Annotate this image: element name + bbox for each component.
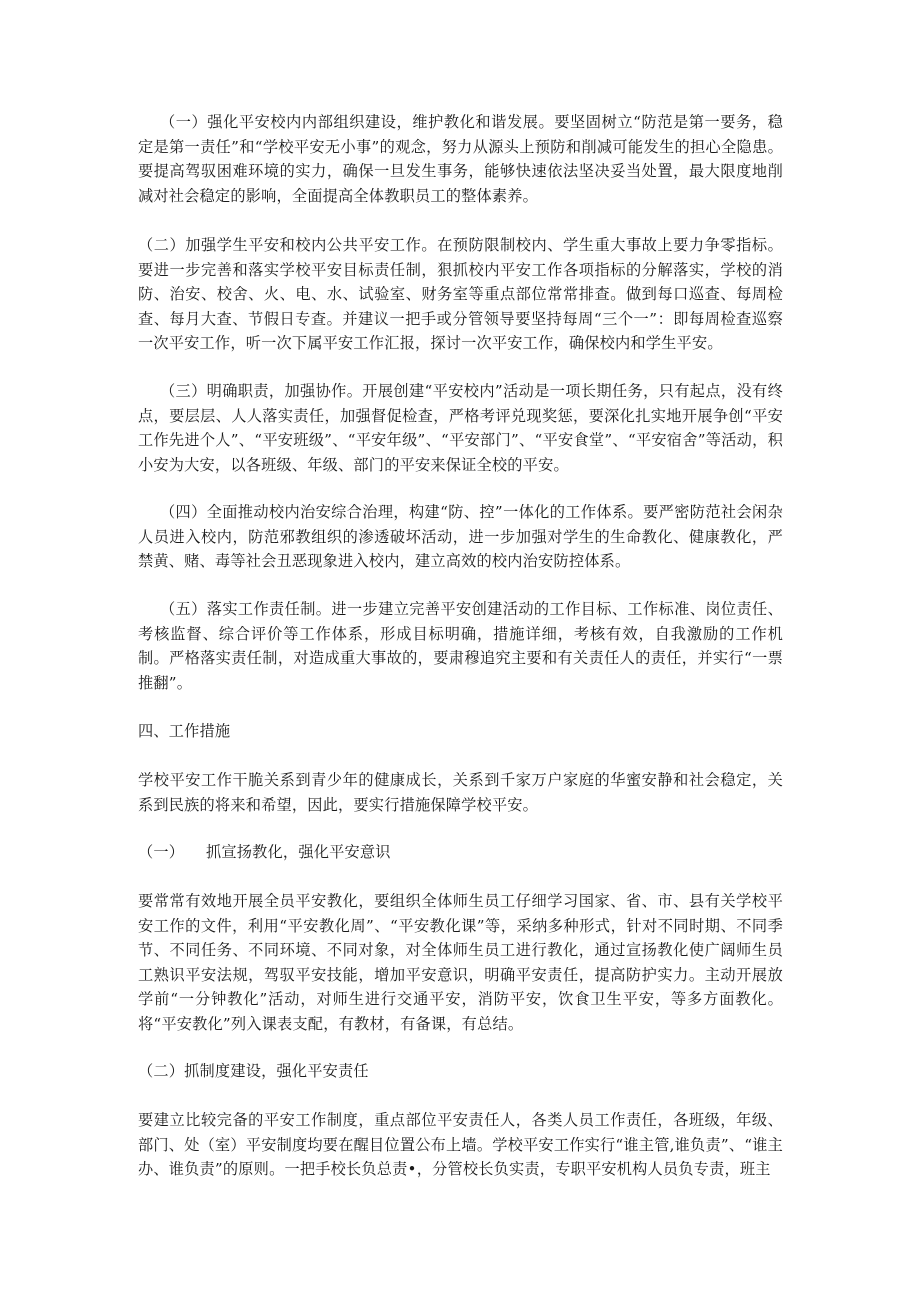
subheading-2: （二）抓制度建设，强化平安责任 [138,1062,369,1080]
paragraph-3: （三）明确职责，加强协作。开展创建“平安校内”活动是一项长期任务，只有起点，没有终点，要层层、人人落实责任，加强督促检查，严格考评兑现奖惩，要深化扎实地开展争创“平安工作先进个人”、“平安班级”、“平安年级”、“平安部门”、“平安食堂”、“平安宿舍”等活动，积小安为大安，以各班级、年级、部门的平安来保证全校的平安。 [138,382,783,474]
paragraph-5: （五）落实工作责任制。进一步建立完善平安创建活动的工作目标、工作标准、岗位责任、考核监督、综合评价等工作体系，形成目标明确，措施详细，考核有效，自我激励的工作机制。严格落实责任制，对造成重大事故的，要肃穆追究主要和有关责任人的责任，并实行“一票推翻”。 [138,600,783,692]
paragraph-2: （二）加强学生平安和校内公共平安工作。在预防限制校内、学生重大事故上要力争零指标。要进一步完善和落实学校平安目标责任制，狠抓校内平安工作各项指标的分解落实，学校的消防、治安、校舍、火、电、水、试验室、财务室等重点部位常常排查。做到每口巡查、每周检查、每月大查、节假日专查。并建议一把手或分管领导要坚持每周“三个一”：即每周检查巡察一次平安工作，听一次下属平安工作汇报，探讨一次平安工作，确保校内和学生平安。 [138,236,783,352]
paragraph-4: （四）全面推动校内治安综合治理，构建“防、控”一体化的工作体系。要严密防范社会闲杂人员进入校内，防范邪教组织的渗透破坏活动，进一步加强对学生的生命教化、健康教化，严禁黄、赌、毒等社会丑恶现象进入校内，建立高效的校内治安防控体系。 [138,503,783,570]
subheading-1-title: 抓宣扬教化，强化平安意识 [206,843,391,861]
paragraph-8: 要建立比较完备的平安工作制度，重点部位平安责任人，各类人员工作责任，各班级，年级、部门、处（室）平安制度均要在醒目位置公布上墙。学校平安工作实行“谁主管,谁负责”、“谁主办、谁负责”的原则。一把手校长负总责•，分管校长负实责，专职平安机构人员负专责，班主 [138,1111,783,1178]
subheading-1 [138,840,391,865]
subheading-1-number: （一） [138,843,185,861]
paragraph-1: （一）强化平安校内内部组织建设，维护教化和谐发展。要坚固树立“防范是第一要务，稳定是第一责任”和“学校平安无小事”的观念，努力从源头上预防和削减可能发生的担心全隐患。要提高驾驭困难环境的实力，确保一旦发生事务，能够快速依法坚决妥当处置，最大限度地削减对社会稳定的影响，全面提高全体教职员工的整体素养。 [138,113,783,205]
paragraph-7: 要常常有效地开展全员平安教化，要组织全体师生员工仔细学习国家、省、市、县有关学校平安工作的文件，利用“平安教化周”、“平安教化课”等，采纳多种形式，针对不同时期、不同季节、不同任务、不同环境、不同对象，对全体师生员工进行教化，通过宣扬教化使广阔师生员工熟识平安法规，驾驭平安技能，增加平安意识，明确平安责任，提高防护实力。主动开展放学前“一分钟教化”活动，对师生进行交通平安，消防平安，饮食卫生平安，等多方面教化。将“平安教化”列入课表支配，有教材，有备课，有总结。 [138,892,783,1033]
paragraph-6: 学校平安工作干脆关系到青少年的健康成长，关系到千家万户家庭的华蜜安静和社会稳定，关系到民族的将来和希望，因此，要实行措施保障学校平安。 [138,771,783,814]
section-heading: 四、工作措施 [138,722,231,740]
